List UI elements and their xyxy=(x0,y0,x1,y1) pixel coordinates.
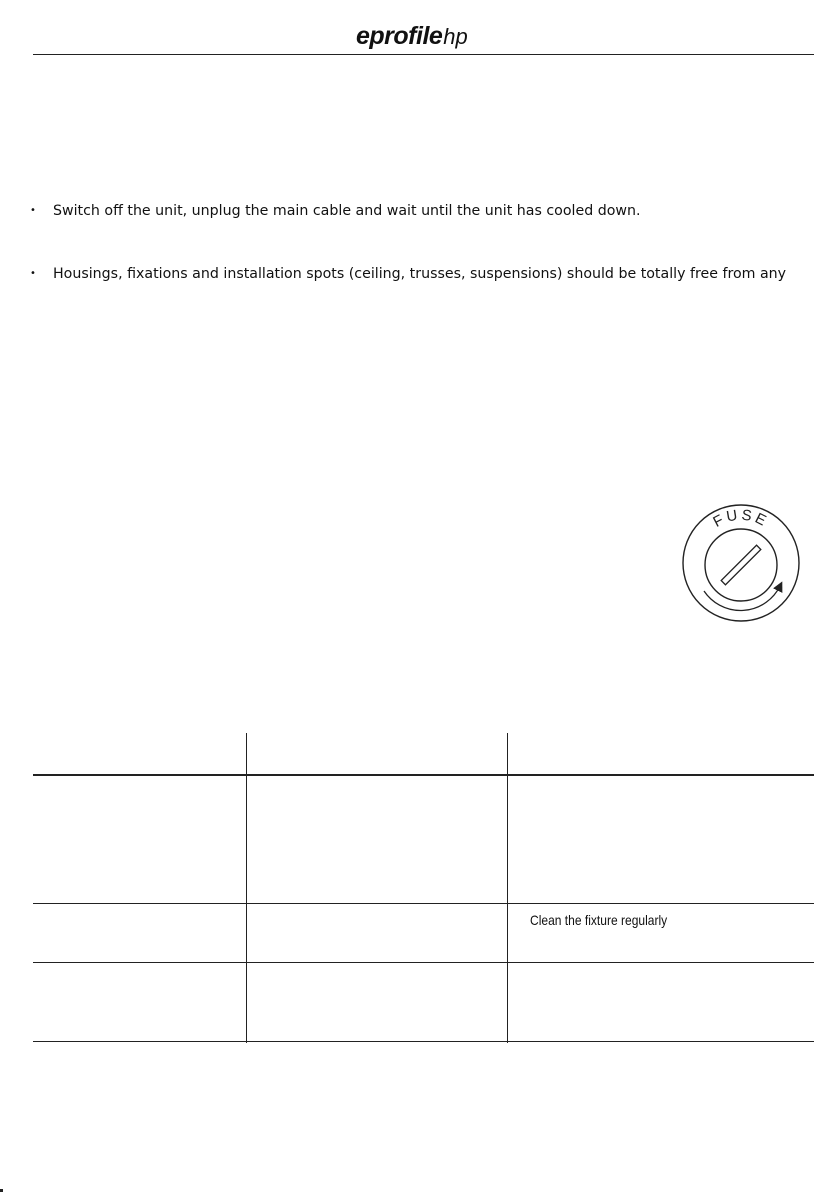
logo-suffix-text: hp xyxy=(443,24,468,49)
bullet-marker: • xyxy=(30,268,36,279)
table-cell-solution: Clean the fixture regularly xyxy=(530,912,668,928)
fuse-slot-icon xyxy=(721,545,761,585)
logo-main-text: eprofile xyxy=(356,22,443,50)
table-bottom-rule xyxy=(33,1041,814,1042)
brand-logo xyxy=(356,22,486,50)
fuse-holder-diagram xyxy=(680,502,802,624)
table-header-rule xyxy=(33,774,814,776)
bullet-text: Switch off the unit, unplug the main cable and wait until the unit has cooled down. xyxy=(53,203,641,219)
bullet-text: Housings, fixations and installation spots (ceiling, trusses, suspensions) should be totally free from any xyxy=(53,266,787,282)
troubleshooting-table xyxy=(33,733,814,1043)
bullet-item-switch-off xyxy=(30,200,840,222)
bullet-item-housings xyxy=(30,263,840,285)
bullet-marker: • xyxy=(30,205,36,216)
table-row-rule xyxy=(33,962,814,963)
fuse-cap xyxy=(705,529,777,601)
header-divider xyxy=(33,54,814,55)
fuse-label: FUSE xyxy=(710,506,772,531)
table-row-rule xyxy=(33,903,814,904)
column-divider xyxy=(246,733,247,1043)
column-divider xyxy=(507,733,508,1043)
